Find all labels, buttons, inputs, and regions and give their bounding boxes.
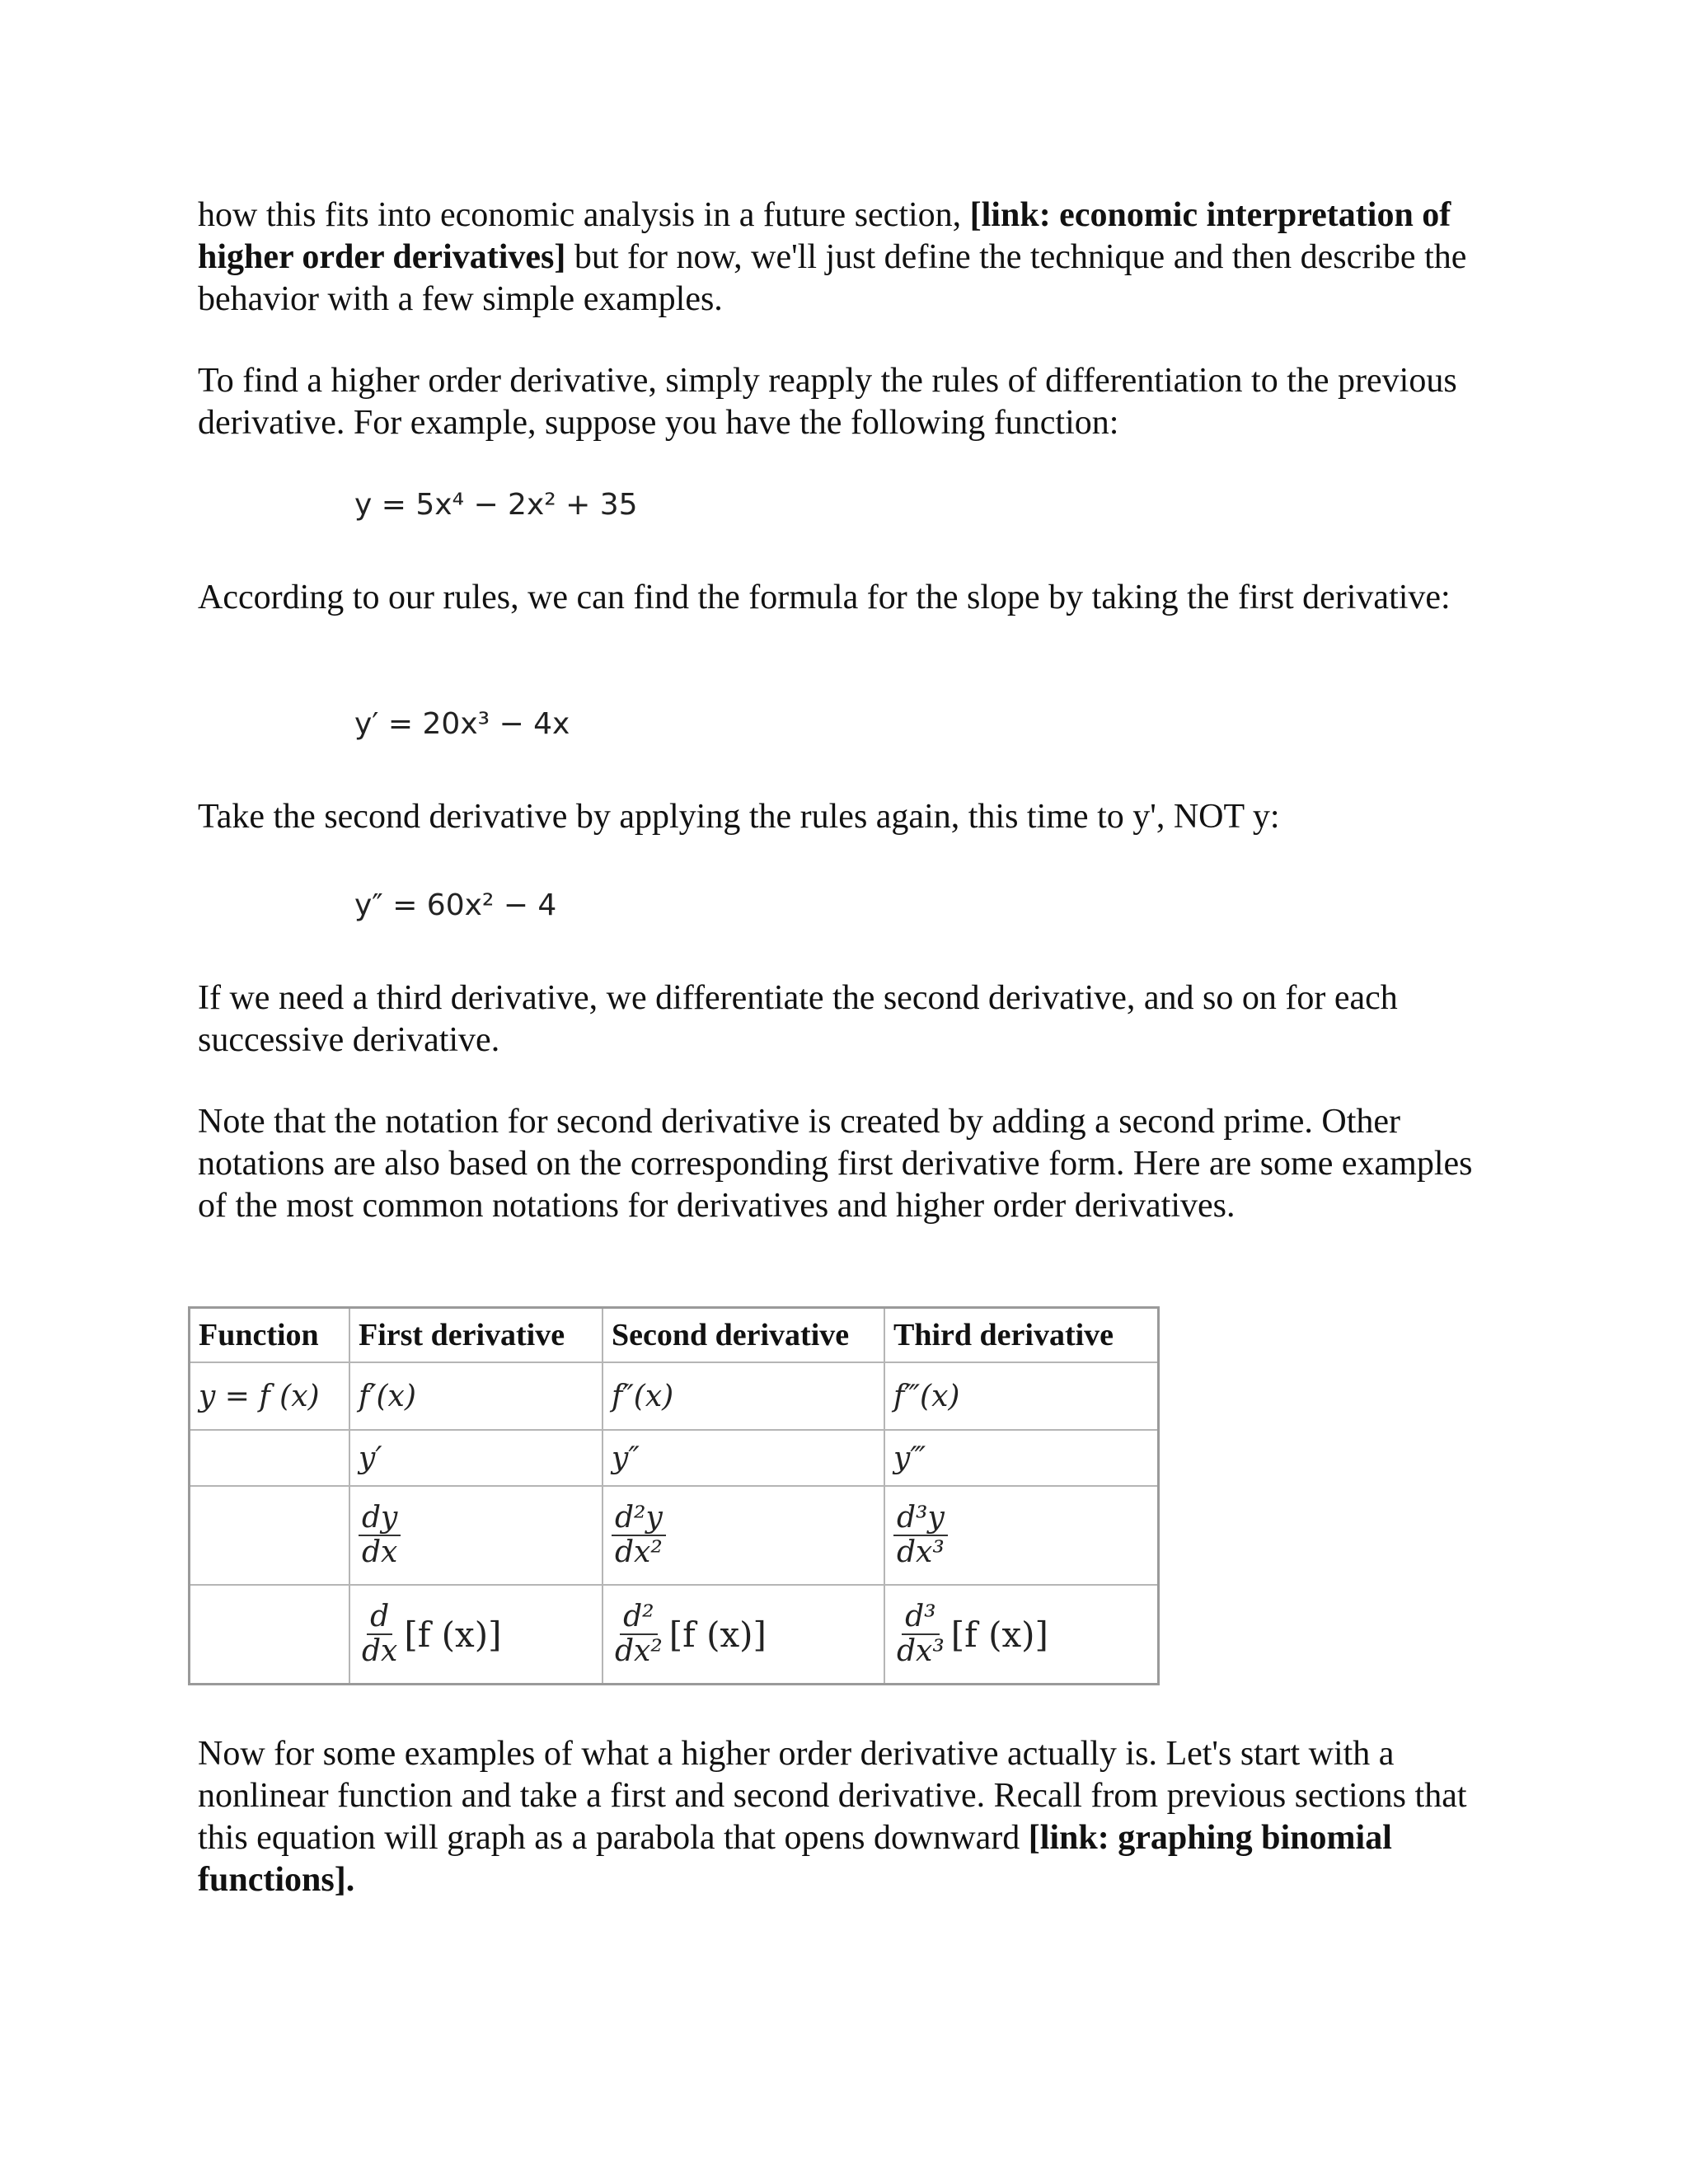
cell-leibniz-first bbox=[349, 1486, 603, 1585]
cell-y-triple-prime: y‴ bbox=[884, 1430, 1159, 1486]
equation-first-derivative: y′ = 20x³ − 4x bbox=[354, 707, 570, 741]
intro-paragraph bbox=[198, 194, 1484, 321]
cell-empty bbox=[190, 1585, 350, 1685]
link-economic-interpretation[interactable]: [link: economic interpretation of higher order derivatives] bbox=[198, 196, 1451, 276]
header-function: Function bbox=[190, 1308, 350, 1363]
notation-paragraph: Note that the notation for second derivative is created by adding a second prime. Other notations are also based on the corresponding first derivative form. Here are some examples of the most common notations for derivatives and higher order derivatives. bbox=[198, 1103, 1473, 1225]
fraction bbox=[359, 1502, 401, 1569]
fraction-numerator: d³y bbox=[893, 1502, 948, 1536]
link-graphing-binomial-functions[interactable]: [link: graphing binomial functions]. bbox=[198, 1819, 1392, 1899]
cell-y-prime: y′ bbox=[349, 1430, 603, 1486]
header-first-derivative: First derivative bbox=[349, 1308, 603, 1363]
outro-paragraph bbox=[198, 1733, 1484, 1901]
fraction bbox=[359, 1601, 401, 1668]
equation-second-derivative: y″ = 60x² − 4 bbox=[354, 888, 557, 922]
operator-argument: [f (x)] bbox=[668, 1614, 767, 1655]
intro-text-b: but for now, we'll just define the technique and then describe the behavior with a few simple examples. bbox=[198, 238, 1467, 318]
fraction-denominator: dx² bbox=[615, 1634, 663, 1668]
fraction bbox=[893, 1601, 948, 1668]
fraction-numerator: d²y bbox=[612, 1502, 666, 1536]
cell-operator-first bbox=[349, 1585, 603, 1685]
fraction bbox=[612, 1502, 666, 1569]
cell-operator-second bbox=[603, 1585, 884, 1685]
cell-empty bbox=[190, 1486, 350, 1585]
table-row bbox=[190, 1486, 1159, 1585]
header-third-derivative: Third derivative bbox=[884, 1308, 1159, 1363]
cell-f-triple-prime: f‴(x) bbox=[884, 1362, 1159, 1430]
fraction-denominator: dx³ bbox=[897, 1634, 945, 1668]
outro-text: Now for some examples of what a higher order derivative actually is. Let's start with a nonlinear function and take a first and second derivative. Recall from previous sections that this equation will graph as a parabola that opens downward bbox=[198, 1735, 1467, 1857]
cell-y-double-prime: y″ bbox=[603, 1430, 884, 1486]
cell-function: y = f (x) bbox=[190, 1362, 350, 1430]
fraction-denominator: dx³ bbox=[897, 1535, 945, 1569]
rules-paragraph: According to our rules, we can find the formula for the slope by taking the first derivative: bbox=[198, 579, 1451, 616]
fraction-numerator: d³ bbox=[902, 1601, 939, 1635]
notation-table bbox=[188, 1306, 1160, 1685]
fraction-numerator: d² bbox=[620, 1601, 657, 1635]
third-derivative-paragraph: If we need a third derivative, we differentiate the second derivative, and so on for each successive derivative. bbox=[198, 979, 1398, 1059]
cell-empty bbox=[190, 1430, 350, 1486]
fraction-numerator: d bbox=[367, 1601, 392, 1635]
equation-function: y = 5x⁴ − 2x² + 35 bbox=[354, 488, 638, 522]
fraction-numerator: dy bbox=[359, 1502, 401, 1536]
fraction bbox=[893, 1502, 948, 1569]
operator-argument: [f (x)] bbox=[404, 1614, 502, 1655]
fraction-denominator: dx² bbox=[615, 1535, 663, 1569]
header-second-derivative: Second derivative bbox=[603, 1308, 884, 1363]
second-derivative-paragraph: Take the second derivative by applying the rules again, this time to y', NOT y: bbox=[198, 798, 1280, 836]
intro-text-a: how this fits into economic analysis in a future section, bbox=[198, 196, 970, 234]
cell-operator-third bbox=[884, 1585, 1159, 1685]
cell-leibniz-second bbox=[603, 1486, 884, 1585]
table-row bbox=[190, 1585, 1159, 1685]
find-paragraph: To find a higher order derivative, simply reapply the rules of differentiation to the previous derivative. For example, suppose you have the following function: bbox=[198, 362, 1457, 442]
cell-f-double-prime: f″(x) bbox=[603, 1362, 884, 1430]
table-row bbox=[190, 1430, 1159, 1486]
table-header-row bbox=[190, 1308, 1159, 1363]
cell-leibniz-third bbox=[884, 1486, 1159, 1585]
operator-argument: [f (x)] bbox=[950, 1614, 1048, 1655]
table-row bbox=[190, 1362, 1159, 1430]
cell-f-prime: f′(x) bbox=[349, 1362, 603, 1430]
fraction bbox=[612, 1601, 666, 1668]
fraction-denominator: dx bbox=[362, 1634, 398, 1668]
fraction-denominator: dx bbox=[362, 1535, 398, 1569]
